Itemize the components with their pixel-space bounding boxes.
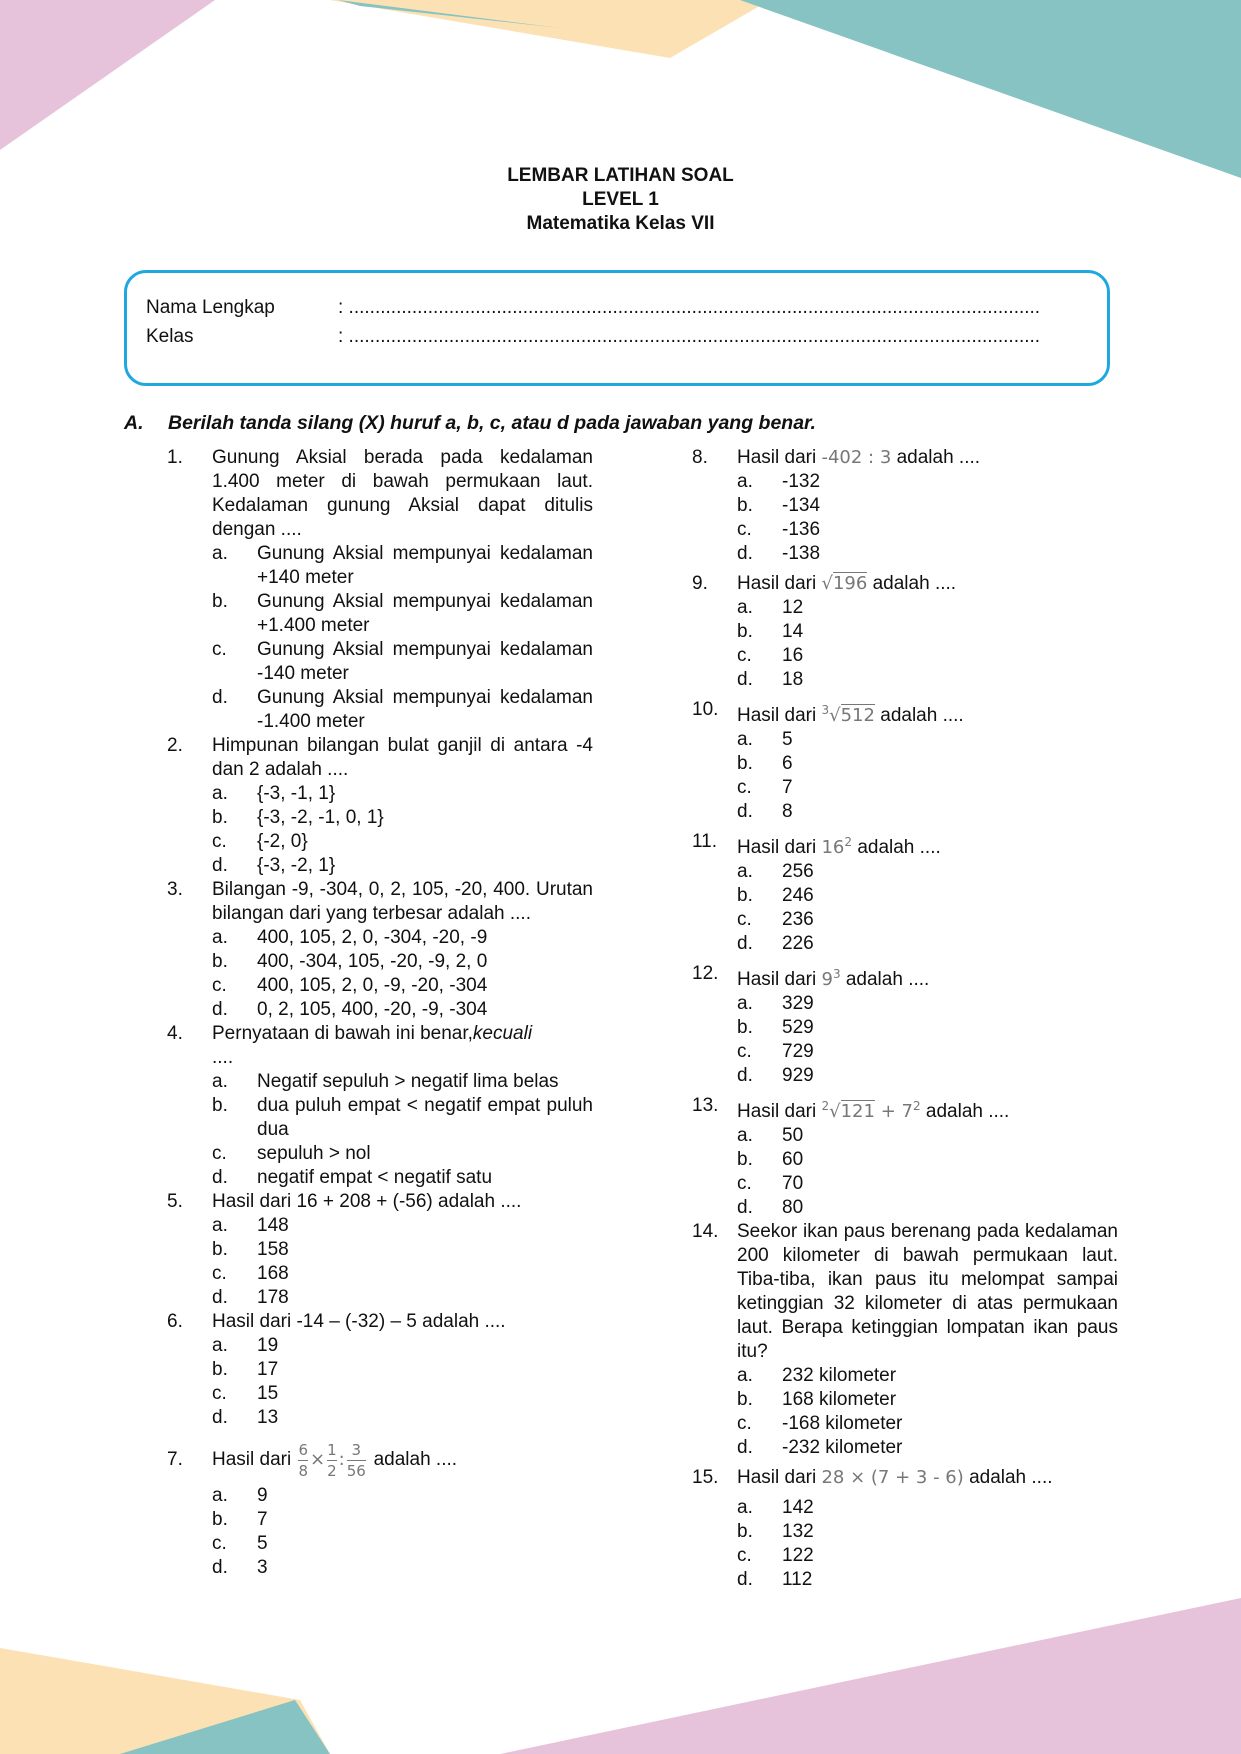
option-d[interactable] [737, 1436, 1118, 1460]
question-stem: Himpunan bilangan bulat ganjil di antara -4 dan 2 adalah .... [212, 735, 593, 780]
option-letter: d. [737, 1569, 753, 1590]
option-text: 70 [782, 1173, 804, 1194]
option-c[interactable] [737, 644, 1118, 668]
option-text: 256 [782, 861, 814, 882]
option-letter: d. [212, 1407, 228, 1428]
option-letter: b. [737, 885, 753, 906]
option-letter: a. [212, 783, 228, 804]
option-text: 168 [257, 1263, 289, 1284]
questions-right-column [692, 446, 1118, 1592]
question-stem: Hasil dari $^3$√512 adalah .... [737, 703, 964, 726]
option-letter: b. [737, 1017, 753, 1038]
option-text: {-2, 0} [257, 831, 308, 852]
question-number: 8. [692, 447, 708, 468]
option-letter: c. [737, 1545, 752, 1566]
option-letter: b. [737, 621, 753, 642]
option-text: 729 [782, 1041, 814, 1062]
question-3 [167, 878, 593, 1022]
option-letter: c. [737, 1413, 752, 1434]
option-letter: a. [737, 597, 753, 618]
question-5 [167, 1190, 593, 1310]
option-letter: d. [212, 1287, 228, 1308]
question-stem: Hasil dari 28 × (7 + 3 - 6) adalah .... [737, 1467, 1053, 1488]
option-text: 246 [782, 885, 814, 906]
option-a[interactable] [737, 596, 1118, 620]
option-letter: a. [737, 993, 753, 1014]
option-text: Gunung Aksial mempunyai kedalaman -140 meter [257, 639, 593, 684]
question-number: 5. [167, 1191, 183, 1212]
option-letter: a. [212, 1071, 228, 1092]
question-number: 9. [692, 573, 708, 594]
option-letter: c. [212, 1263, 227, 1284]
option-a[interactable] [737, 1124, 1118, 1148]
option-letter: a. [212, 1215, 228, 1236]
option-letter: c. [737, 909, 752, 930]
question-stem: Bilangan -9, -304, 0, 2, 105, -20, 400. Urutan bilangan dari yang terbesar adalah .... [212, 879, 593, 924]
option-d[interactable] [212, 1406, 593, 1430]
question-number: 7. [167, 1449, 183, 1470]
option-text: 50 [782, 1125, 804, 1146]
cube-root-expression: $^3$√512 [821, 703, 875, 726]
option-text: -134 [782, 495, 821, 516]
option-letter: a. [737, 1365, 753, 1386]
option-a[interactable] [737, 1364, 1118, 1388]
question-number: 6. [167, 1311, 183, 1332]
option-letter: b. [212, 1359, 228, 1380]
option-text: -136 [782, 519, 821, 540]
option-letter: a. [737, 861, 753, 882]
option-c[interactable] [737, 1412, 1118, 1436]
question-stem: Pernyataan di bawah ini benar,kecuali .... [212, 1023, 533, 1068]
option-b[interactable] [737, 1148, 1118, 1172]
option-text: 12 [782, 597, 804, 618]
option-letter: d. [737, 1197, 753, 1218]
question-14 [692, 1220, 1118, 1460]
option-b[interactable] [212, 1508, 593, 1532]
option-letter: c. [212, 639, 227, 660]
option-letter: c. [737, 777, 752, 798]
option-text: 400, 105, 2, 0, -304, -20, -9 [257, 927, 488, 948]
instruction-text: Berilah tanda silang (X) huruf a, b, c, atau d pada jawaban yang benar. [168, 412, 816, 434]
option-text: 5 [782, 729, 793, 750]
option-letter: c. [737, 1173, 752, 1194]
option-a[interactable] [212, 782, 593, 806]
option-c[interactable] [212, 974, 593, 998]
bottom-teal-shape [120, 1700, 330, 1754]
option-letter: c. [737, 519, 752, 540]
option-text: 168 kilometer [782, 1389, 897, 1410]
question-number: 13. [692, 1095, 719, 1116]
section-instruction [124, 412, 816, 435]
option-text: 178 [257, 1287, 289, 1308]
option-text: 226 [782, 933, 814, 954]
option-b[interactable] [212, 1238, 593, 1262]
option-d[interactable] [737, 1064, 1118, 1088]
question-10 [692, 698, 1118, 824]
question-stem: Hasil dari √196 adalah .... [737, 573, 957, 594]
option-c[interactable] [737, 518, 1118, 542]
option-text: 60 [782, 1149, 804, 1170]
option-d[interactable] [212, 1166, 593, 1190]
option-text: sepuluh > nol [257, 1143, 371, 1164]
question-1 [167, 446, 593, 734]
option-text: -168 kilometer [782, 1413, 903, 1434]
question-stem: Gunung Aksial berada pada kedalaman 1.400 meter di bawah permukaan laut. Kedalaman gunung Aksial dapat ditulis dengan .... [212, 447, 593, 540]
top-peach-shape [330, 0, 770, 58]
option-letter: b. [737, 1149, 753, 1170]
option-a[interactable] [212, 926, 593, 950]
question-number: 4. [167, 1023, 183, 1044]
option-letter: b. [212, 1509, 228, 1530]
option-letter: c. [212, 975, 227, 996]
option-letter: d. [212, 1557, 228, 1578]
title-line-1: LEMBAR LATIHAN SOAL [507, 165, 734, 186]
class-label: Kelas [146, 326, 194, 347]
option-text: 14 [782, 621, 804, 642]
option-letter: b. [737, 753, 753, 774]
option-d[interactable] [737, 542, 1118, 566]
question-8 [692, 446, 1118, 566]
option-text: 13 [257, 1407, 279, 1428]
option-d[interactable] [212, 998, 593, 1022]
question-11 [692, 830, 1118, 956]
option-text: 18 [782, 669, 804, 690]
option-letter: b. [212, 1239, 228, 1260]
option-letter: a. [737, 729, 753, 750]
emphasis-kecuali: kecuali [472, 1023, 533, 1044]
question-4 [167, 1022, 593, 1190]
option-text: 19 [257, 1335, 279, 1356]
option-text: 0, 2, 105, 400, -20, -9, -304 [257, 999, 488, 1020]
option-text: 7 [257, 1509, 268, 1530]
option-text: 8 [782, 801, 793, 822]
option-a[interactable] [737, 860, 1118, 884]
option-text: 9 [257, 1485, 268, 1506]
option-letter: d. [737, 801, 753, 822]
option-text: 232 kilometer [782, 1365, 897, 1386]
option-text: -138 [782, 543, 821, 564]
option-text: 400, -304, 105, -20, -9, 2, 0 [257, 951, 488, 972]
option-text: 122 [782, 1545, 814, 1566]
option-text: 929 [782, 1065, 814, 1086]
option-letter: d. [737, 669, 753, 690]
option-letter: c. [212, 1143, 227, 1164]
option-c[interactable] [212, 1142, 593, 1166]
question-number: 1. [167, 447, 183, 468]
option-letter: d. [737, 1065, 753, 1086]
option-text: 7 [782, 777, 793, 798]
top-left-pink-shape [0, 0, 215, 150]
option-d[interactable] [737, 800, 1118, 824]
question-number: 11. [692, 831, 718, 852]
question-9 [692, 572, 1118, 692]
name-row [146, 297, 1041, 319]
option-b[interactable] [737, 620, 1118, 644]
option-a[interactable] [737, 470, 1118, 494]
option-letter: a. [212, 1335, 228, 1356]
option-text: 158 [257, 1239, 289, 1260]
math-expression: 28 × (7 + 3 - 6) [821, 1467, 964, 1488]
questions-left-column [167, 446, 593, 1580]
option-d[interactable] [737, 1568, 1118, 1592]
option-b[interactable] [737, 1520, 1118, 1544]
option-b[interactable] [212, 590, 593, 638]
option-text: 80 [782, 1197, 804, 1218]
question-stem: Hasil dari -14 – (-32) – 5 adalah .... [212, 1311, 506, 1332]
option-text: Gunung Aksial mempunyai kedalaman -1.400 meter [257, 687, 593, 732]
question-number: 2. [167, 735, 183, 756]
class-fill-line[interactable]: : ................................................................................................................................... [338, 326, 1041, 347]
option-c[interactable] [737, 1544, 1118, 1568]
option-b[interactable] [737, 1016, 1118, 1040]
title-line-2: LEVEL 1 [582, 189, 659, 210]
option-d[interactable] [212, 854, 593, 878]
math-expression: -402 : 3 [821, 447, 892, 468]
top-teal-sliver [338, 0, 560, 28]
option-letter: b. [737, 1521, 753, 1542]
title-line-3: Matematika Kelas VII [526, 213, 715, 234]
bottom-left-peach-shape [0, 1648, 330, 1754]
question-stem: Hasil dari 16 + 208 + (-56) adalah .... [212, 1191, 522, 1212]
option-text: 329 [782, 993, 814, 1014]
option-a[interactable] [737, 1496, 1118, 1520]
option-d[interactable] [737, 668, 1118, 692]
option-text: 236 [782, 909, 814, 930]
option-text: 148 [257, 1215, 289, 1236]
student-identity-box [124, 270, 1110, 386]
option-letter: b. [737, 1389, 753, 1410]
option-c[interactable] [212, 1262, 593, 1286]
option-b[interactable] [212, 806, 593, 830]
option-letter: c. [212, 1383, 227, 1404]
option-b[interactable] [212, 950, 593, 974]
name-fill-line[interactable]: : ................................................................................................................................... [338, 297, 1041, 318]
option-letter: a. [737, 471, 753, 492]
option-text: {-3, -2, -1, 0, 1} [257, 807, 384, 828]
question-stem: Hasil dari -402 : 3 adalah .... [737, 447, 981, 468]
section-letter: A. [124, 412, 144, 434]
option-b[interactable] [212, 1358, 593, 1382]
option-text: {-3, -1, 1} [257, 783, 336, 804]
option-text: 400, 105, 2, 0, -9, -20, -304 [257, 975, 488, 996]
document-header [0, 164, 1241, 236]
option-d[interactable] [737, 1196, 1118, 1220]
option-letter: a. [212, 543, 228, 564]
option-text: -232 kilometer [782, 1437, 903, 1458]
question-stem: Seekor ikan paus berenang pada kedalaman 200 kilometer di bawah permukaan laut. Tiba-tiba, ikan paus itu melompat sampai ketinggian 32 kilometer di atas permukaan laut. Berapa ketinggian lompatan ikan paus itu? [737, 1221, 1118, 1362]
option-d[interactable] [212, 1556, 593, 1580]
option-b[interactable] [737, 1388, 1118, 1412]
option-c[interactable] [737, 908, 1118, 932]
bottom-right-pink-shape [500, 1598, 1241, 1754]
power-expression: $9^3$ [821, 967, 841, 990]
option-letter: d. [212, 1167, 228, 1188]
option-letter: b. [212, 591, 228, 612]
option-c[interactable] [212, 1382, 593, 1406]
option-letter: c. [212, 1533, 227, 1554]
option-a[interactable] [212, 542, 593, 590]
option-text: -132 [782, 471, 821, 492]
question-stem: Hasil dari $^2√121 + 7^2$ adalah .... [737, 1099, 1010, 1122]
option-text: 6 [782, 753, 793, 774]
option-letter: d. [212, 687, 228, 708]
option-text: 3 [257, 1557, 268, 1578]
option-text: 142 [782, 1497, 814, 1518]
option-d[interactable] [212, 686, 593, 734]
option-c[interactable] [212, 638, 593, 686]
option-letter: d. [737, 1437, 753, 1458]
root-plus-power-expression: $^2√121 + 7^2$ [821, 1099, 921, 1122]
option-c[interactable] [737, 1172, 1118, 1196]
question-stem: Hasil dari $\frac{6}{8}$ × $\frac{1}{2}$ : $\frac{3}{56}$ adalah .... [212, 1440, 458, 1480]
option-letter: b. [212, 1095, 228, 1116]
fraction-expression: $\frac{6}{8}$ × $\frac{1}{2}$ : $\frac{3}{56}$ [298, 1440, 366, 1480]
option-letter: a. [212, 1485, 228, 1506]
option-letter: b. [737, 495, 753, 516]
option-text: 16 [782, 645, 804, 666]
question-number: 10. [692, 699, 719, 720]
question-number: 14. [692, 1221, 719, 1242]
question-stem: Hasil dari $16^2$ adalah .... [737, 835, 941, 858]
option-letter: d. [737, 933, 753, 954]
option-b[interactable] [737, 884, 1118, 908]
option-letter: d. [737, 543, 753, 564]
option-text: {-3, -2, 1} [257, 855, 336, 876]
question-2 [167, 734, 593, 878]
option-letter: d. [212, 855, 228, 876]
option-letter: a. [737, 1497, 753, 1518]
square-root-expression: √196 [821, 573, 868, 594]
option-text: negatif empat < negatif satu [257, 1167, 493, 1188]
question-12 [692, 962, 1118, 1088]
option-a[interactable] [212, 1070, 593, 1094]
option-letter: b. [212, 807, 228, 828]
option-b[interactable] [737, 752, 1118, 776]
top-right-teal-shape [740, 0, 1241, 178]
class-row [146, 326, 1041, 348]
option-a[interactable] [212, 1484, 593, 1508]
option-text: 17 [257, 1359, 279, 1380]
option-c[interactable] [212, 1532, 593, 1556]
option-text: 132 [782, 1521, 814, 1542]
question-7 [167, 1436, 593, 1580]
question-13 [692, 1094, 1118, 1220]
option-text: Gunung Aksial mempunyai kedalaman +140 meter [257, 543, 593, 588]
question-stem: Hasil dari $9^3$ adalah .... [737, 967, 930, 990]
option-d[interactable] [212, 1286, 593, 1310]
option-letter: c. [212, 831, 227, 852]
question-number: 3. [167, 879, 183, 900]
question-number: 12. [692, 963, 719, 984]
option-text: 529 [782, 1017, 814, 1038]
option-a[interactable] [212, 1214, 593, 1238]
option-a[interactable] [737, 992, 1118, 1016]
option-letter: a. [737, 1125, 753, 1146]
option-a[interactable] [737, 728, 1118, 752]
question-6 [167, 1310, 593, 1430]
option-a[interactable] [212, 1334, 593, 1358]
option-letter: b. [212, 951, 228, 972]
option-letter: d. [212, 999, 228, 1020]
name-label: Nama Lengkap [146, 297, 275, 318]
power-expression: $16^2$ [821, 835, 853, 858]
option-text: Negatif sepuluh > negatif lima belas [257, 1071, 559, 1092]
option-b[interactable] [737, 494, 1118, 518]
option-b[interactable] [212, 1094, 593, 1142]
question-number: 15. [692, 1467, 719, 1488]
option-letter: a. [212, 927, 228, 948]
option-c[interactable] [737, 1040, 1118, 1064]
option-letter: c. [737, 645, 752, 666]
option-text: dua puluh empat < negatif empat puluh dua [257, 1095, 593, 1140]
option-text: 5 [257, 1533, 268, 1554]
option-c[interactable] [212, 830, 593, 854]
option-c[interactable] [737, 776, 1118, 800]
option-text: Gunung Aksial mempunyai kedalaman +1.400 meter [257, 591, 593, 636]
question-15 [692, 1466, 1118, 1592]
option-letter: c. [737, 1041, 752, 1062]
option-text: 112 [782, 1569, 813, 1590]
option-d[interactable] [737, 932, 1118, 956]
option-text: 15 [257, 1383, 279, 1404]
